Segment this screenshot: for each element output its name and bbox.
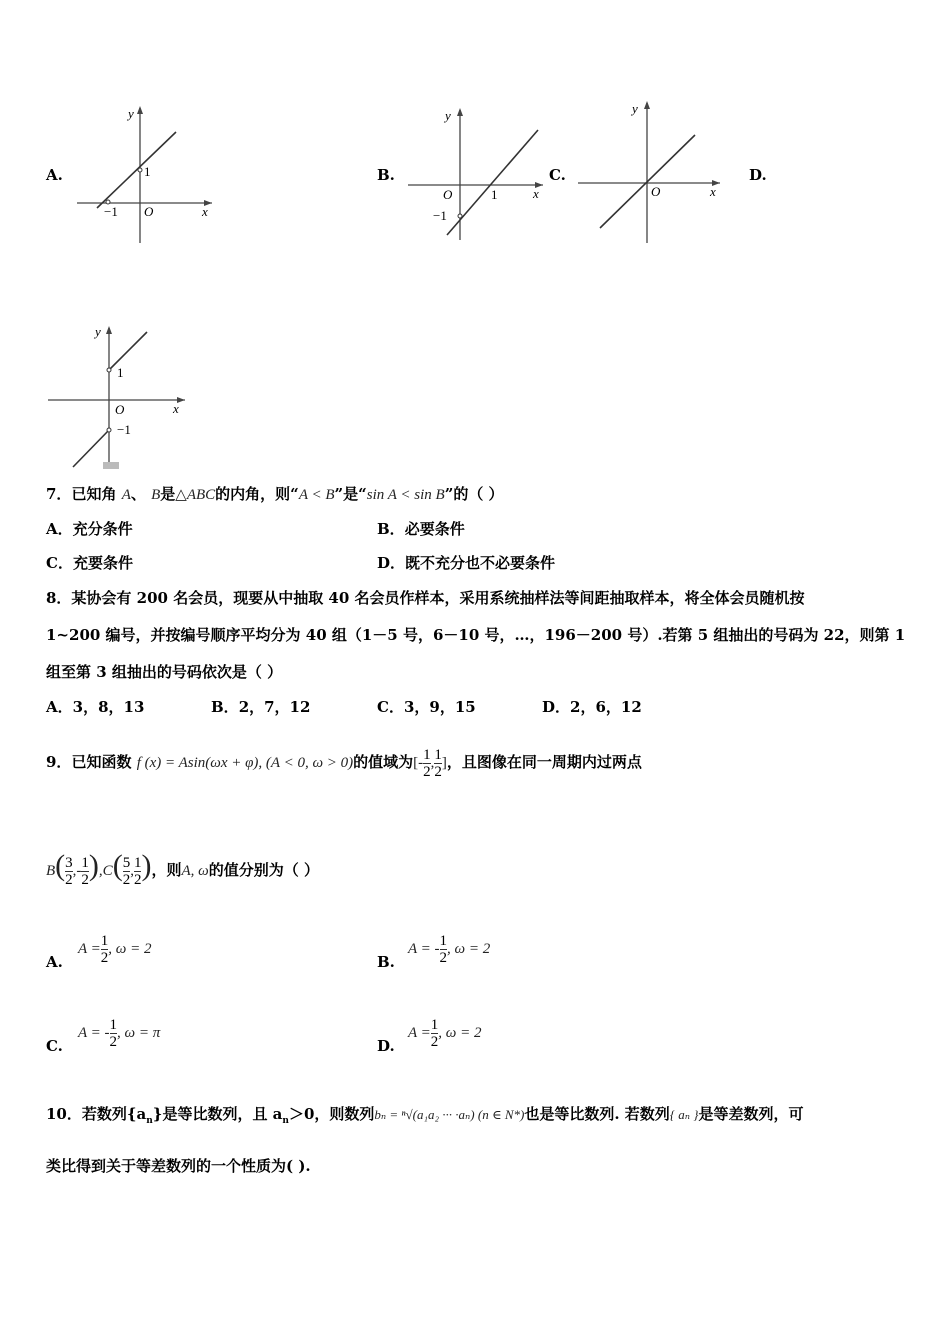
axis-y-label: y: [95, 324, 101, 339]
axis-x-label: x: [202, 204, 208, 219]
q8-option-d[interactable]: D．2，6，12: [542, 698, 642, 716]
tick-minus-one: −1: [433, 208, 447, 223]
q9-stem: 9．已知函数 f (x) = Asin(ωx + φ), (A < 0, ω > 0)的值域为[- $\frac{1}{2}$ , $\frac{1}{2}$ ]，且图像在同一周期内过两点: [46, 746, 642, 780]
origin-label: O: [443, 187, 453, 202]
origin-label: O: [115, 402, 125, 417]
graph-label-b: B.: [377, 166, 395, 184]
axis-y-label: y: [632, 101, 638, 116]
q9-points: B( $\frac{3}{2}$ ,- $\frac{1}{2}$ ),C( $\frac{5}{2}$ , $\frac{1}{2}$ )，则A, ω的值分别为（ ）: [46, 849, 319, 888]
graph-label-a: A.: [46, 166, 63, 184]
axis-y-label: y: [128, 106, 134, 121]
axis-x-label: x: [533, 186, 539, 201]
origin-label: O: [144, 204, 154, 219]
graph-d-line-lower: [73, 430, 109, 467]
axis-y-label: y: [445, 108, 451, 123]
graph-d: [45, 320, 195, 475]
graph-c: [575, 95, 725, 245]
q8-option-b[interactable]: B．2，7，12: [211, 698, 311, 716]
tick-minus-one: −1: [104, 204, 118, 219]
q9-option-c[interactable]: A = - $\frac{1}{2}$ , ω = π: [78, 1016, 161, 1050]
q8-option-a[interactable]: A．3，8，13: [46, 698, 145, 716]
q9-option-b[interactable]: A = - $\frac{1}{2}$ , ω = 2: [408, 932, 491, 966]
graph-label-d: D.: [749, 166, 767, 184]
q10-line-2: 类比得到关于等差数列的一个性质为( ).: [46, 1157, 311, 1175]
tick-one: 1: [144, 164, 151, 179]
graph-a-line: [97, 132, 176, 208]
q9-option-a[interactable]: A = $\frac{1}{2}$ , ω = 2: [78, 932, 152, 966]
graph-d-line-upper: [109, 332, 147, 370]
q7-option-d[interactable]: D．既不充分也不必要条件: [377, 554, 556, 572]
q7-option-a[interactable]: A．充分条件: [46, 520, 133, 538]
origin-label: O: [651, 184, 661, 199]
graph-label-c: C.: [549, 166, 566, 184]
q9-option-c-label[interactable]: C.: [46, 1037, 63, 1055]
tick-one: 1: [491, 187, 498, 202]
q9-option-d-label[interactable]: D.: [377, 1037, 395, 1055]
q7-option-c[interactable]: C．充要条件: [46, 554, 133, 572]
graph-b: [405, 100, 550, 245]
q7-option-b[interactable]: B．必要条件: [377, 520, 465, 538]
q9-option-a-label[interactable]: A.: [46, 953, 63, 971]
q8-line-2: 1~200 编号，并按编号顺序平均分为 40 组（1－5 号，6－10 号，…，196－200 号）.若第 5 组抽出的号码为 22，则第 1: [46, 626, 906, 644]
q10-stem: 10．若数列$\{a_n\}$是等比数列，且 $a_n>0$，则数列bₙ = ⁿ√(a₁a₂ ··· ·aₙ) (n ∈ N*)也是等比数列. 若数列{ aₙ }是等差数列，可: [46, 1105, 804, 1126]
q9-option-b-label[interactable]: B.: [377, 953, 395, 971]
q9-option-d[interactable]: A = $\frac{1}{2}$ , ω = 2: [408, 1016, 482, 1050]
q8-option-c[interactable]: C．3，9，15: [377, 698, 476, 716]
axis-x-label: x: [710, 184, 716, 199]
axis-x-label: x: [173, 401, 179, 416]
tick-minus-one: −1: [117, 422, 131, 437]
q7-stem: 7．已知角 A、 B是△ABC的内角，则“A < B”是“sin A < sin B”的（ ）: [46, 485, 504, 503]
graph-a: [72, 98, 222, 248]
q8-line-1: 8．某协会有 200 名会员，现要从中抽取 40 名会员作样本，采用系统抽样法等间距抽取样本，将全体会员随机按: [46, 589, 805, 607]
q8-line-3: 组至第 3 组抽出的号码依次是（ ）: [46, 663, 283, 681]
tick-one: 1: [117, 365, 124, 380]
